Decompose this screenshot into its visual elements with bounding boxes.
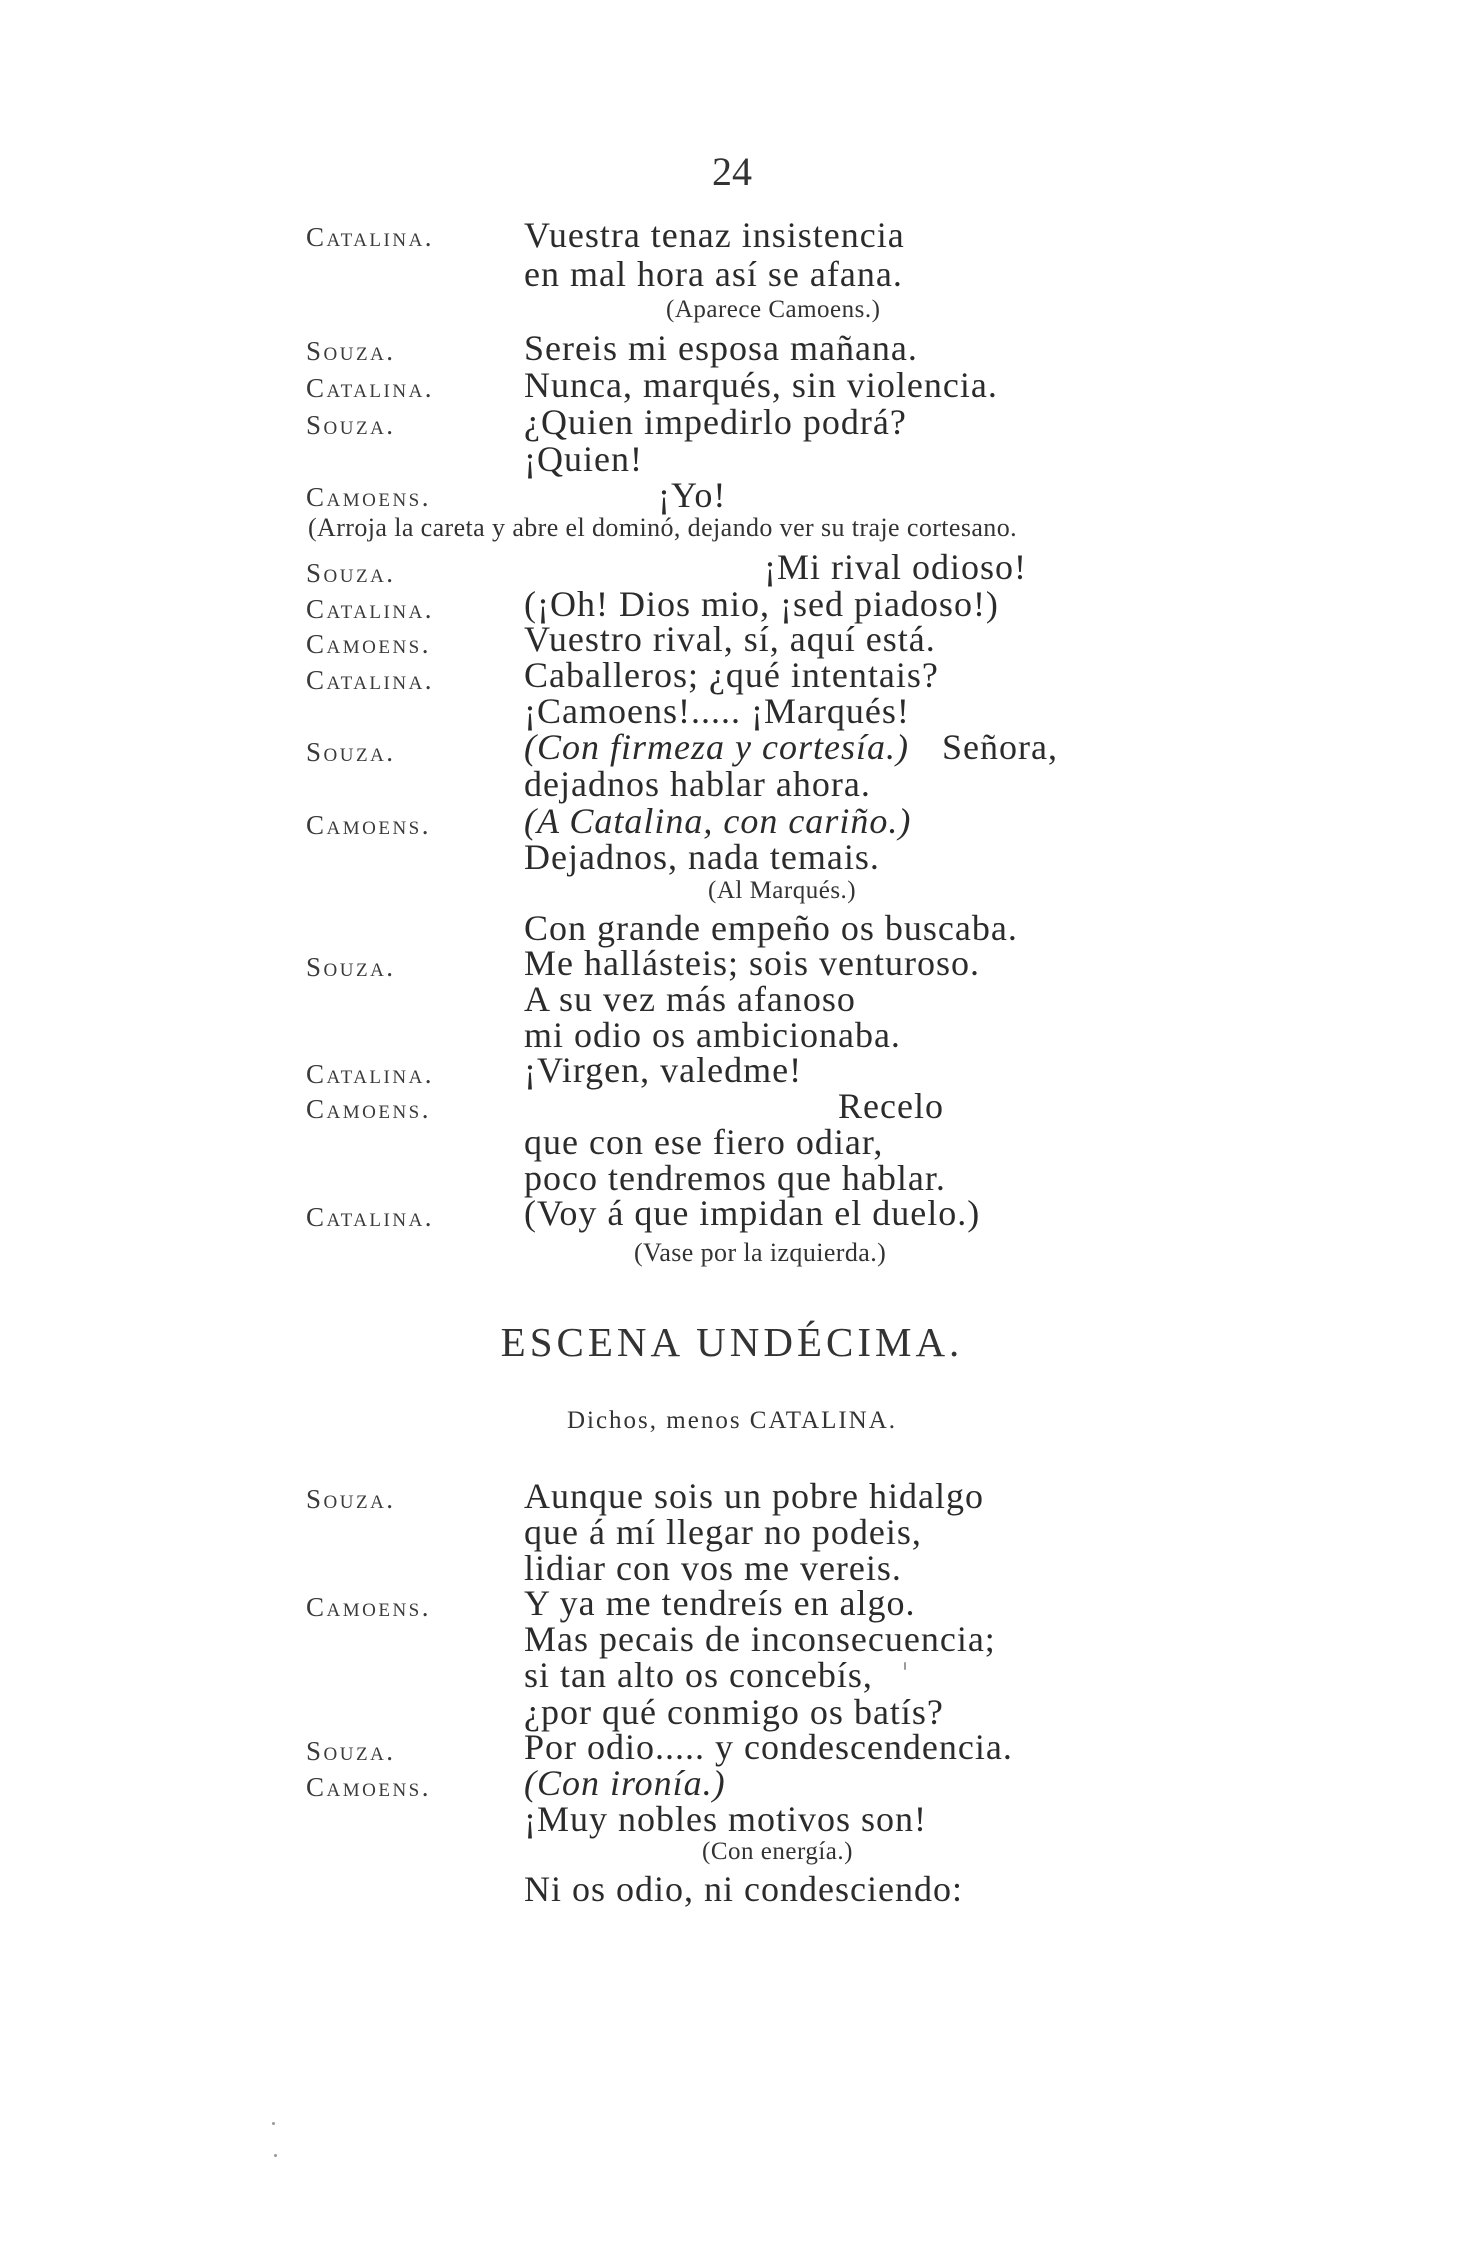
speaker-label: Souza. <box>306 737 396 767</box>
verse-line: en mal hora así se afana. <box>524 254 903 294</box>
verse-line: Vuestro rival, sí, aquí está. <box>524 619 936 659</box>
verse-line: dejadnos hablar ahora. <box>524 764 871 804</box>
verse-line: (Voy á que impidan el duelo.) <box>524 1193 981 1233</box>
speaker-label: Camoens. <box>306 629 431 659</box>
verse-line: que á mí llegar no podeis, <box>524 1512 922 1552</box>
verse-line: Recelo <box>838 1086 944 1126</box>
speaker-label: Catalina. <box>306 594 435 624</box>
speaker-label: Camoens. <box>306 1592 431 1622</box>
page-speck <box>904 1662 906 1670</box>
stage-direction: (Con energía.) <box>702 1838 853 1865</box>
speaker-label: Souza. <box>306 336 396 366</box>
speaker-label: Souza. <box>306 1484 396 1514</box>
verse-line: Señora, <box>942 727 1058 767</box>
stage-direction: (Al Marqués.) <box>708 877 857 904</box>
verse-line: que con ese fiero odiar, <box>524 1122 884 1162</box>
verse-line: A su vez más afanoso <box>524 979 856 1019</box>
stage-direction: (Vase por la izquierda.) <box>634 1238 887 1267</box>
speaker-label: Catalina. <box>306 222 435 252</box>
verse-line: (¡Oh! Dios mio, ¡sed piadoso!) <box>524 584 999 624</box>
stage-direction: (Aparece Camoens.) <box>666 296 881 323</box>
verse-line: lidiar con vos me vereis. <box>524 1548 902 1588</box>
verse-line: ¡Mi rival odioso! <box>764 547 1027 587</box>
verse-line: si tan alto os concebís, <box>524 1655 873 1695</box>
stage-direction: (Con firmeza y cortesía.) <box>524 727 909 767</box>
scene-subtitle: Dichos, menos CATALINA. <box>566 1407 898 1434</box>
verse-line: Aunque sois un pobre hidalgo <box>524 1476 984 1516</box>
verse-line: ¿Quien impedirlo podrá? <box>524 402 907 442</box>
verse-line: ¡Yo! <box>658 475 727 515</box>
verse-line: Por odio..... y condescendencia. <box>524 1727 1013 1767</box>
verse-line: mi odio os ambicionaba. <box>524 1015 901 1055</box>
verse-line: ¡Quien! <box>524 439 643 479</box>
stage-direction: (Con ironía.) <box>524 1763 726 1803</box>
speaker-label: Catalina. <box>306 1059 435 1089</box>
verse-line: Mas pecais de inconsecuencia; <box>524 1619 996 1659</box>
verse-line: Con grande empeño os buscaba. <box>524 908 1018 948</box>
verse-line: Caballeros; ¿qué intentais? <box>524 655 939 695</box>
speaker-label: Souza. <box>306 410 396 440</box>
speaker-label: Souza. <box>306 952 396 982</box>
speaker-label: Camoens. <box>306 810 431 840</box>
speaker-label: Souza. <box>306 1736 396 1766</box>
verse-line: Dejadnos, nada temais. <box>524 837 880 877</box>
stage-direction: (A Catalina, con cariño.) <box>524 801 912 841</box>
speaker-label: Souza. <box>306 558 396 588</box>
verse-line: Ni os odio, ni condesciendo: <box>524 1869 963 1909</box>
verse-line: Me hallásteis; sois venturoso. <box>524 943 980 983</box>
speaker-label: Camoens. <box>306 482 431 512</box>
verse-line: poco tendremos que hablar. <box>524 1158 946 1198</box>
verse-line: ¡Muy nobles motivos son! <box>524 1799 928 1839</box>
page-number: 24 <box>712 149 752 194</box>
speaker-label: Camoens. <box>306 1772 431 1802</box>
verse-line: ¿por qué conmigo os batís? <box>524 1692 944 1732</box>
stage-direction: (Arroja la careta y abre el dominó, dejando ver su traje cortesano. <box>308 513 1017 542</box>
verse-line: ¡Camoens!..... ¡Marqués! <box>524 691 910 731</box>
verse-line: Y ya me tendreís en algo. <box>524 1583 916 1623</box>
speaker-label: Camoens. <box>306 1094 431 1124</box>
verse-line: ¡Virgen, valedme! <box>524 1050 803 1090</box>
speaker-label: Catalina. <box>306 665 435 695</box>
scene-title: ESCENA UNDÉCIMA. <box>500 1319 964 1365</box>
verse-line: Sereis mi esposa mañana. <box>524 328 918 368</box>
verse-line: Vuestra tenaz insistencia <box>524 215 905 255</box>
speaker-label: Catalina. <box>306 373 435 403</box>
speaker-label: Catalina. <box>306 1202 435 1232</box>
page-speck <box>274 2154 277 2157</box>
page-speck <box>272 2122 275 2125</box>
verse-line: Nunca, marqués, sin violencia. <box>524 365 998 405</box>
